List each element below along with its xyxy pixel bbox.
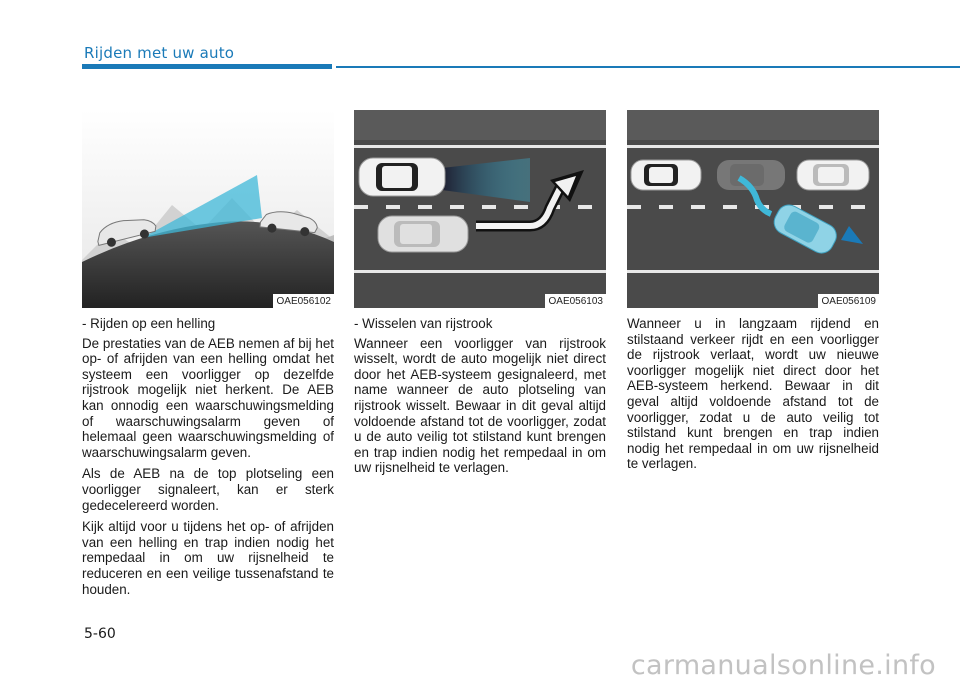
paragraph: Als de AEB na de top plotseling een voorligger signaleert, kan er sterk gedecelereerd worden. [82,466,334,513]
column-text [627,316,879,472]
paragraph: Kijk altijd voor u tijdens het op- of afrijden van een helling en trap indien nodig het rempedaal in om uw rijsnelheid te reduceren en een veilige tussenafstand te houden. [82,519,334,597]
header-rule-thick [82,64,332,69]
new-front-car [797,160,869,190]
lane-change-illustration [354,110,606,308]
column-slow-traffic [627,110,879,478]
figure-code: OAE056109 [818,294,880,308]
paragraph: Wanneer een voorligger van rijstrook wisselt, wordt de auto mogelijk niet direct door het AEB-systeem gesignaleerd, met name wanneer de auto plotseling van rijstrook wisselt. Bewaar in dit geval altijd voldoende afstand tot de voorligger, zodat u de auto veilig tot stilstand kunt brengen en trap indien nodig het rempedaal in om uw rijsnelheid te verlagen. [354,335,606,476]
own-car [631,160,701,190]
watermark: carmanualsonline.info [630,650,936,681]
own-car [359,158,445,196]
header-rule-thin [336,66,960,68]
section-title: Rijden met uw auto [84,44,235,62]
column-lane-change [354,110,606,482]
paragraph-heading: - Wisselen van rijstrook [354,316,493,331]
slow-traffic-drawing [627,110,879,308]
hill-drawing [82,110,334,308]
paragraph-heading: - Rijden op een helling [82,316,216,331]
paragraph: Wanneer u in langzaam rijdend en stilstaand verkeer rijdt en een voorligger de rijstrook verlaat, wordt uw nieuwe voorligger mogelijk niet direct door het AEB-systeem herkend. Bewaar in dit geval altijd voldoende afstand tot de voorligger, zodat u de auto veilig tot stilstand kunt brengen en trap indien nodig het rempedaal in om uw rijsnelheid te verlagen. [627,316,879,472]
column-hill [82,110,334,603]
slow-traffic-illustration [627,110,879,308]
column-text [354,316,606,476]
page-number: 5-60 [84,626,116,642]
other-car [378,216,468,252]
figure-code: OAE056102 [273,294,335,308]
figure-code: OAE056103 [545,294,607,308]
paragraph: De prestaties van de AEB nemen af bij het op- of afrijden van een helling omdat het systeem een voorligger op dezelfde rijstrook mogelijk niet herkent. De AEB kan onnodig een waarschuwingsmelding of waarschuwingsalarm geven of helemaal geen waarschuwingsmelding of waarschuwingsalarm geven. [82,335,334,460]
column-text [82,316,334,597]
hill-illustration [82,110,334,308]
lane-change-drawing [354,110,606,308]
